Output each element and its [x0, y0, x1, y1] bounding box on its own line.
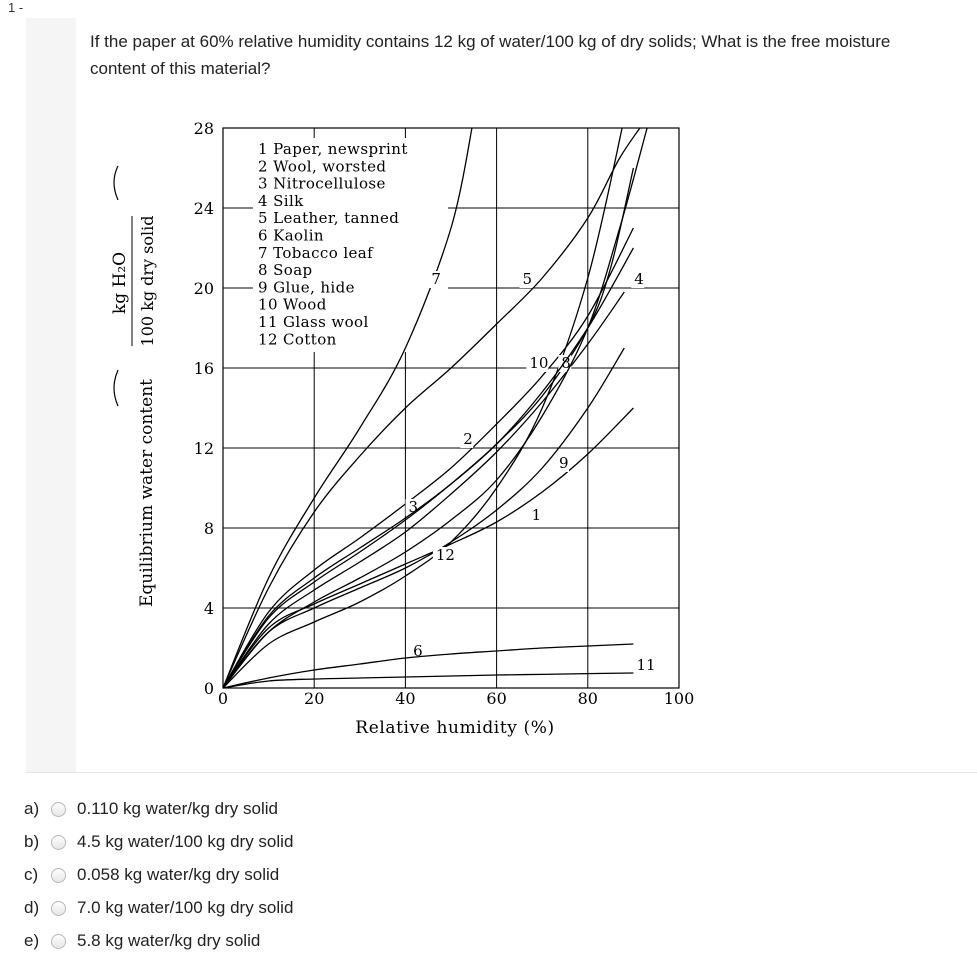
- radio-button-b[interactable]: [51, 835, 66, 850]
- y-tick-label: 28: [193, 119, 214, 138]
- option-b[interactable]: [24, 829, 293, 855]
- x-tick-label: 40: [395, 689, 416, 708]
- y-axis-unit-numerator: kg H₂O: [110, 251, 130, 315]
- series-label-2: 2: [463, 430, 473, 448]
- y-axis-label: Equilibrium water content: [137, 379, 157, 607]
- series-label-6: 6: [413, 642, 423, 660]
- x-tick-label: 100: [663, 689, 695, 708]
- series-label-5: 5: [522, 270, 533, 288]
- sorption-isotherm-chart: [90, 108, 710, 748]
- series-label-4: 4: [634, 270, 644, 288]
- y-axis-unit-left-paren: [114, 370, 118, 406]
- option-letter: c): [24, 865, 39, 884]
- legend-entry: 9 Glue, hide: [258, 278, 355, 297]
- legend-entry: 10 Wood: [258, 295, 327, 314]
- option-text: 5.8 kg water/kg dry solid: [77, 931, 261, 950]
- series-label-3: 3: [408, 498, 419, 516]
- option-text: 4.5 kg water/100 kg dry solid: [77, 832, 294, 851]
- legend-entry: 5 Leather, tanned: [258, 209, 400, 228]
- option-text: 7.0 kg water/100 kg dry solid: [77, 898, 294, 917]
- radio-button-a[interactable]: [51, 802, 66, 817]
- option-letter: a): [24, 799, 40, 818]
- series-label-8: 8: [561, 354, 571, 372]
- x-tick-label: 20: [304, 689, 325, 708]
- y-tick-label: 12: [193, 439, 214, 458]
- question-number: 1 -: [8, 0, 24, 15]
- y-axis-unit-denominator: 100 kg dry solid: [138, 215, 157, 347]
- series-curve-11: [223, 644, 633, 688]
- option-letter: d): [24, 898, 40, 917]
- y-tick-label: 0: [203, 679, 214, 698]
- series-label-9: 9: [559, 454, 569, 472]
- legend-entry: 3 Nitrocellulose: [258, 174, 386, 193]
- legend-entry: 11 Glass wool: [258, 313, 369, 331]
- option-letter: e): [24, 931, 40, 950]
- series-label-1: 1: [531, 506, 542, 524]
- y-tick-label: 20: [193, 279, 214, 298]
- y-axis-unit-right-paren: [114, 166, 118, 200]
- legend-entry: 6 Kaolin: [258, 226, 324, 245]
- option-a[interactable]: [24, 796, 278, 822]
- y-tick-label: 24: [193, 199, 214, 218]
- x-tick-label: 80: [577, 689, 598, 708]
- legend-entry: 7 Tobacco leaf: [258, 243, 374, 262]
- radio-button-d[interactable]: [51, 901, 66, 916]
- x-axis-label: Relative humidity (%): [355, 718, 555, 738]
- series-label-10: 10: [529, 354, 549, 372]
- y-tick-label: 4: [203, 599, 214, 618]
- legend-entry: 2 Wool, worsted: [258, 157, 387, 176]
- radio-button-c[interactable]: [51, 868, 66, 883]
- y-tick-label: 8: [203, 519, 214, 538]
- option-letter: b): [24, 832, 40, 851]
- series-label-12: 12: [435, 546, 455, 564]
- legend-entry: 12 Cotton: [258, 330, 337, 349]
- option-text: 0.058 kg water/kg dry solid: [77, 865, 280, 884]
- option-e[interactable]: [24, 928, 260, 954]
- radio-button-e[interactable]: [51, 934, 66, 949]
- option-c[interactable]: [24, 862, 279, 888]
- series-label-11: 11: [636, 656, 656, 674]
- question-text: If the paper at 60% relative humidity contains 12 kg of water/100 kg of dry solids; What is the free moisture content of this material?: [90, 32, 891, 78]
- option-text: 0.110 kg water/kg dry solid: [77, 799, 278, 818]
- series-label-7: 7: [431, 270, 441, 288]
- y-tick-label: 16: [193, 359, 214, 378]
- legend-entry: 8 Soap: [258, 261, 313, 280]
- legend-entry: 4 Silk: [258, 191, 304, 210]
- x-tick-label: 0: [217, 689, 229, 708]
- option-d[interactable]: [24, 895, 293, 921]
- x-tick-label: 60: [486, 689, 507, 708]
- legend-entry: 1 Paper, newsprint: [258, 140, 408, 158]
